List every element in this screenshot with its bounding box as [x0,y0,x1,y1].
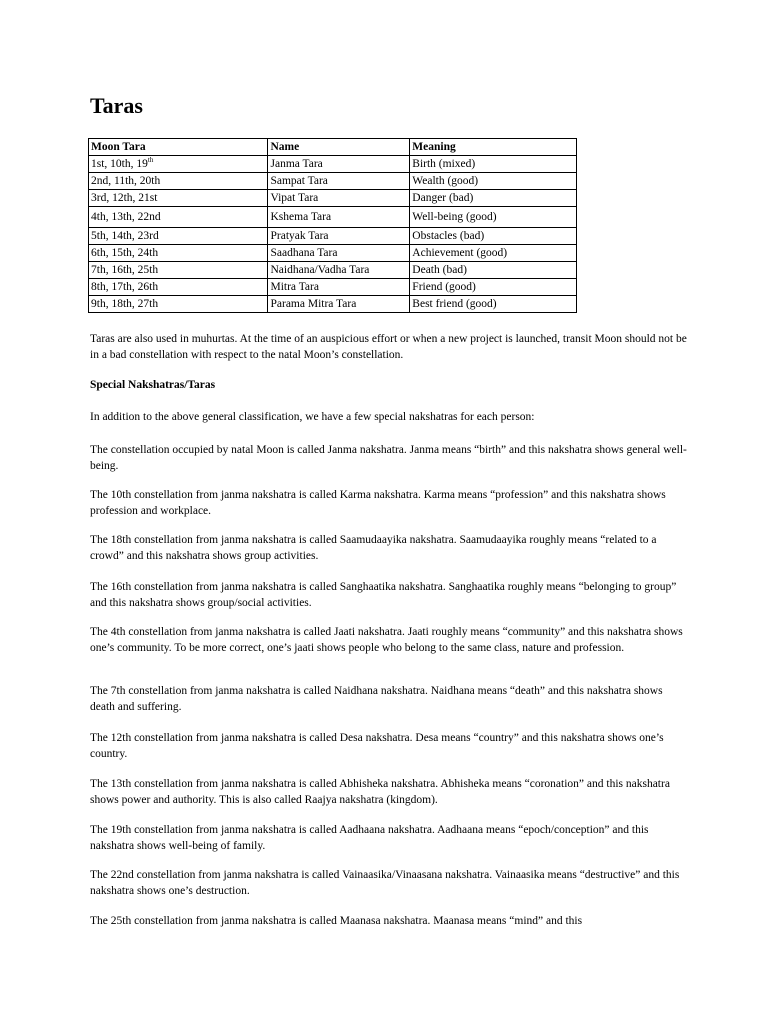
column-header-moon-tara: Moon Tara [89,139,268,156]
table-cell: Saadhana Tara [268,245,410,262]
nakshatra-paragraph: The 22nd constellation from janma nakshatra is called Vainaasika/Vinaasana nakshatra. Vainaasika means “destructive” and this nakshatra shows one’s destruction. [90,869,680,897]
table-cell: Sampat Tara [268,173,410,190]
column-header-meaning: Meaning [410,139,577,156]
table-row [89,262,577,279]
nakshatra-paragraph: The 25th constellation from janma nakshatra is called Maanasa nakshatra. Maanasa means “mind” and this [90,915,583,927]
table-cell: Wealth (good) [410,173,577,190]
table-cell: Well-being (good) [410,207,577,228]
section-heading: Special Nakshatras/Taras [90,379,216,391]
table-cell: 4th, 13th, 22nd [89,207,268,228]
table-row [89,296,577,313]
nakshatra-paragraph: The 13th constellation from janma nakshatra is called Abhisheka nakshatra. Abhisheka means “coronation” and this nakshatra shows power and authority. This is also called Raajya nakshatra (kingdom). [90,778,670,806]
table-cell: Pratyak Tara [268,228,410,245]
table-cell: Mitra Tara [268,279,410,296]
table-cell: Obstacles (bad) [410,228,577,245]
section-intro-paragraph: In addition to the above general classification, we have a few special nakshatras for each person: [90,411,535,423]
table-cell: 7th, 16th, 25th [89,262,268,279]
superscript: th [147,156,154,165]
nakshatra-paragraph: The 7th constellation from janma nakshatra is called Naidhana nakshatra. Naidhana means “death” and this nakshatra shows death and suffering. [90,685,663,713]
table-cell: 8th, 17th, 26th [89,279,268,296]
nakshatra-paragraph: The 19th constellation from janma nakshatra is called Aadhaana nakshatra. Aadhaana means “epoch/conception” and this nakshatra shows well-being of family. [90,824,649,852]
table-cell: 5th, 14th, 23rd [89,228,268,245]
nakshatra-paragraph: The 16th constellation from janma nakshatra is called Sanghaatika nakshatra. Sanghaatika roughly means “belonging to group” and this nakshatra shows group/social activities. [90,581,677,609]
table-row [89,156,577,173]
table-cell: Naidhana/Vadha Tara [268,262,410,279]
table-header-row [89,139,577,156]
table-cell: Best friend (good) [410,296,577,313]
table-row [89,190,577,207]
table-cell: Achievement (good) [410,245,577,262]
table-cell: 9th, 18th, 27th [89,296,268,313]
taras-table [88,138,577,313]
table-cell: Janma Tara [268,156,410,173]
table-cell: Vipat Tara [268,190,410,207]
table-cell: 2nd, 11th, 20th [89,173,268,190]
nakshatra-paragraph: The 4th constellation from janma nakshatra is called Jaati nakshatra. Jaati roughly means “community” and this nakshatra shows one’s community. To be more correct, one’s jaati shows people who belong to the same class, nature and profession. [90,626,683,654]
page-title: Taras [90,93,143,118]
table-row [89,245,577,262]
nakshatra-paragraph: The constellation occupied by natal Moon is called Janma nakshatra. Janma means “birth” and this nakshatra shows general well-being. [90,444,687,472]
table-cell: Birth (mixed) [410,156,577,173]
nakshatra-paragraph: The 18th constellation from janma nakshatra is called Saamudaayika nakshatra. Saamudaayika roughly means “related to a crowd” and this nakshatra shows group activities. [90,534,657,562]
table-row [89,228,577,245]
table-cell: 1st, 10th, 19th [89,156,268,173]
table-row [89,207,577,228]
table-cell: Friend (good) [410,279,577,296]
nakshatra-paragraph: The 12th constellation from janma nakshatra is called Desa nakshatra. Desa means “country” and this nakshatra shows one’s country. [90,732,664,760]
table-cell: Kshema Tara [268,207,410,228]
table-cell: 3rd, 12th, 21st [89,190,268,207]
nakshatra-paragraph: The 10th constellation from janma nakshatra is called Karma nakshatra. Karma means “profession” and this nakshatra shows profession and workplace. [90,489,666,517]
table-cell: 6th, 15th, 24th [89,245,268,262]
column-header-name: Name [268,139,410,156]
table-cell: Death (bad) [410,262,577,279]
table-row [89,173,577,190]
table-cell: Parama Mitra Tara [268,296,410,313]
table-cell: Danger (bad) [410,190,577,207]
intro-paragraph: Taras are also used in muhurtas. At the time of an auspicious effort or when a new project is launched, transit Moon should not be in a bad constellation with respect to the natal Moon’s constellation. [90,333,687,361]
table-row [89,279,577,296]
